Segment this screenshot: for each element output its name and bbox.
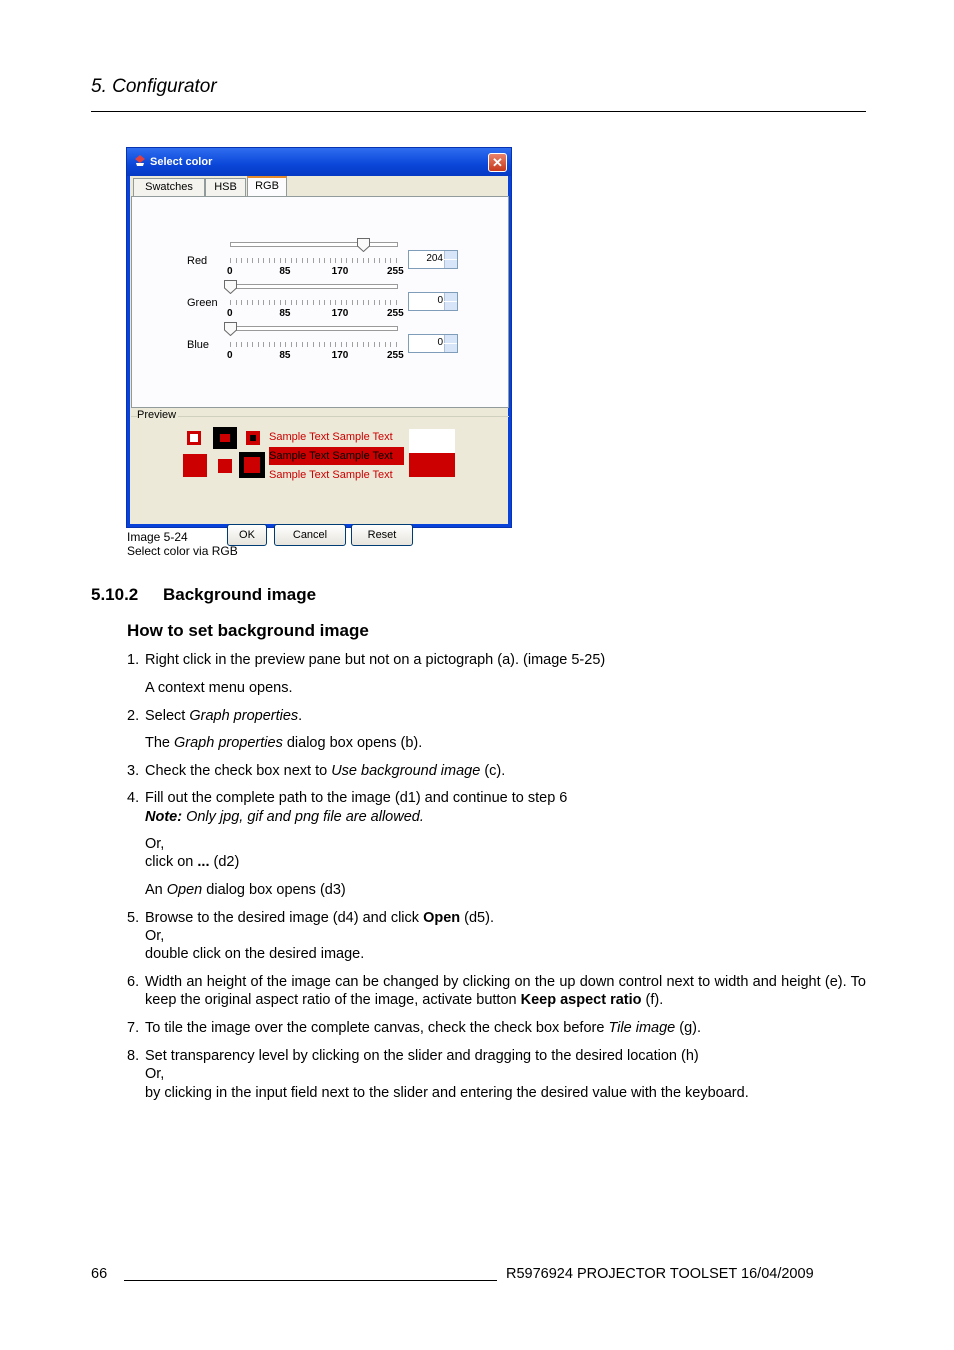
slider-tick	[307, 258, 308, 263]
spinner-down-icon[interactable]	[444, 302, 457, 310]
red-label: Red	[187, 255, 208, 267]
slider-tick	[241, 342, 242, 347]
step-result: A context menu opens.	[145, 680, 293, 696]
slider-tick	[374, 300, 375, 305]
slider-tick	[296, 300, 297, 305]
slider-tick	[379, 300, 380, 305]
slider-tick	[291, 258, 292, 263]
slider-tick	[258, 300, 259, 305]
step-number: 5.	[127, 910, 140, 926]
slider-tick	[385, 342, 386, 347]
slider-tick	[285, 342, 286, 347]
blue-value: 0	[437, 337, 443, 348]
step-result: An Open dialog box opens (d3)	[145, 882, 346, 898]
red-slider-ticks	[230, 258, 396, 264]
blue-tick-label: 85	[279, 350, 291, 361]
dialog-title: Select color	[150, 156, 213, 168]
slider-tick	[258, 258, 259, 263]
slider-tick	[280, 342, 281, 347]
java-cup-icon	[133, 154, 147, 167]
step-text: Width an height of the image can be changed by clicking on the up down control next to width and height (e). To keep the original aspect ratio of the image, activate button Keep aspect ratio (f).	[145, 974, 866, 1008]
blue-tick-label: 170	[331, 350, 349, 361]
red-tick-label: 85	[279, 266, 291, 277]
slider-tick	[324, 300, 325, 305]
spinner-down-icon[interactable]	[444, 260, 457, 268]
slider-tick	[313, 342, 314, 347]
blue-slider-ticks	[230, 342, 396, 348]
slider-tick	[319, 258, 320, 263]
preview-swatch	[213, 427, 237, 449]
slider-tick	[396, 258, 397, 263]
blue-slider-thumb[interactable]	[224, 322, 237, 336]
green-tick-label: 0	[227, 308, 233, 319]
step-text: Set transparency level by clicking on the slider and dragging to the desired location (h)	[145, 1048, 699, 1064]
slider-tick	[324, 258, 325, 263]
slider-tick	[385, 300, 386, 305]
slider-tick	[313, 258, 314, 263]
slider-tick	[274, 342, 275, 347]
slider-tick	[241, 300, 242, 305]
step-number: 1.	[127, 652, 140, 668]
preview-swatch	[239, 452, 265, 478]
step-text: Select Graph properties.	[145, 708, 303, 724]
slider-tick	[280, 258, 281, 263]
slider-tick	[335, 258, 336, 263]
slider-tick	[390, 258, 391, 263]
slider-tick	[236, 258, 237, 263]
reset-button[interactable]: Reset	[351, 524, 413, 546]
slider-tick	[274, 258, 275, 263]
slider-tick	[357, 342, 358, 347]
step-number: 3.	[127, 763, 140, 779]
green-tick-label: 85	[279, 308, 291, 319]
preview-sample-text: Sample Text Sample Text	[269, 447, 404, 465]
red-tick-label: 255	[387, 266, 404, 277]
page-number: 66	[91, 1266, 108, 1282]
red-tick-label: 0	[227, 266, 233, 277]
slider-tick	[368, 300, 369, 305]
step-alternative: Or,	[145, 836, 165, 852]
step-text: Fill out the complete path to the image (d1) and continue to step 6	[145, 790, 568, 806]
preview-swatch	[409, 429, 455, 453]
slider-tick	[335, 300, 336, 305]
slider-tick	[363, 300, 364, 305]
step-note: Note: Only jpg, gif and png file are allowed.	[145, 809, 424, 825]
blue-value-spinner[interactable]	[408, 334, 458, 353]
slider-tick	[247, 342, 248, 347]
chapter-header: 5. Configurator	[91, 76, 217, 97]
slider-tick	[263, 258, 264, 263]
slider-tick	[396, 342, 397, 347]
step-number: 4.	[127, 790, 140, 806]
preview-sample-text: Sample Text Sample Text	[269, 469, 393, 481]
slider-tick	[252, 300, 253, 305]
tab-hsb[interactable]: HSB	[205, 178, 246, 196]
slider-tick	[379, 258, 380, 263]
slider-tick	[241, 258, 242, 263]
dialog-title-bar[interactable]	[127, 148, 511, 176]
slider-tick	[330, 300, 331, 305]
slider-tick	[319, 300, 320, 305]
slider-tick	[330, 258, 331, 263]
slider-tick	[363, 258, 364, 263]
slider-tick	[263, 342, 264, 347]
slider-tick	[396, 300, 397, 305]
slider-tick	[258, 342, 259, 347]
slider-tick	[374, 342, 375, 347]
step-text: To tile the image over the complete canvas, check the check box before Tile image (g).	[145, 1020, 701, 1036]
slider-tick	[296, 258, 297, 263]
slider-tick	[357, 300, 358, 305]
green-tick-label: 170	[331, 308, 349, 319]
green-label: Green	[187, 297, 218, 309]
step-number: 2.	[127, 708, 140, 724]
slider-tick	[385, 258, 386, 263]
step-text: double click on the desired image.	[145, 946, 365, 962]
step-alternative: Or,	[145, 1066, 165, 1082]
slider-tick	[313, 300, 314, 305]
slider-tick	[230, 300, 231, 305]
slider-tick	[379, 342, 380, 347]
step-text: click on ... (d2)	[145, 854, 240, 870]
step-number: 6.	[127, 974, 140, 990]
slider-tick	[285, 258, 286, 263]
preview-label: Preview	[137, 409, 177, 421]
red-slider-thumb[interactable]	[357, 238, 370, 252]
blue-slider-track[interactable]	[230, 326, 398, 331]
close-icon[interactable]: ✕	[488, 153, 507, 172]
slider-tick	[319, 342, 320, 347]
slider-tick	[368, 258, 369, 263]
slider-tick	[390, 300, 391, 305]
blue-tick-label: 0	[227, 350, 233, 361]
spinner-down-icon[interactable]	[444, 344, 457, 352]
slider-tick	[274, 300, 275, 305]
blue-tick-label: 255	[387, 350, 404, 361]
preview-swatch	[409, 453, 455, 477]
green-tick-label: 255	[387, 308, 404, 319]
green-slider-track[interactable]	[230, 284, 398, 289]
step-text: Browse to the desired image (d4) and click Open (d5).	[145, 910, 494, 926]
slider-tick	[252, 258, 253, 263]
footer-doc-info: R5976924 PROJECTOR TOOLSET 16/04/2009	[506, 1266, 814, 1282]
slider-tick	[357, 258, 358, 263]
slider-tick	[330, 342, 331, 347]
slider-tick	[230, 258, 231, 263]
slider-tick	[291, 300, 292, 305]
slider-tick	[346, 342, 347, 347]
red-slider-track[interactable]	[230, 242, 398, 247]
slider-tick	[247, 300, 248, 305]
slider-tick	[302, 300, 303, 305]
slider-tick	[341, 258, 342, 263]
slider-tick	[341, 300, 342, 305]
slider-tick	[346, 258, 347, 263]
section-title: Background image	[163, 585, 317, 604]
step-text: by clicking in the input field next to the slider and entering the desired value with the keyboard.	[145, 1085, 749, 1101]
section-heading	[91, 585, 316, 605]
slider-tick	[363, 342, 364, 347]
slider-tick	[296, 342, 297, 347]
footer-rule	[124, 1280, 497, 1281]
red-tick-label: 170	[331, 266, 349, 277]
slider-tick	[230, 342, 231, 347]
step-alternative: Or,	[145, 928, 165, 944]
ok-button[interactable]: OK	[227, 524, 267, 546]
rgb-tab-pane	[131, 196, 509, 408]
green-value: 0	[437, 295, 443, 306]
preview-swatch	[246, 431, 260, 445]
spinner-up-icon[interactable]	[444, 335, 457, 343]
slider-tick	[341, 342, 342, 347]
procedure-title: How to set background image	[127, 621, 369, 640]
preview-border	[131, 416, 509, 417]
slider-tick	[307, 342, 308, 347]
slider-tick	[236, 300, 237, 305]
slider-tick	[352, 342, 353, 347]
red-value: 204	[426, 253, 443, 264]
slider-tick	[346, 300, 347, 305]
preview-swatch	[187, 431, 201, 445]
slider-tick	[252, 342, 253, 347]
slider-tick	[302, 342, 303, 347]
section-number: 5.10.2	[91, 585, 139, 604]
step-number: 7.	[127, 1020, 140, 1036]
slider-tick	[302, 258, 303, 263]
preview-swatch	[218, 459, 232, 473]
cancel-button[interactable]: Cancel	[274, 524, 346, 546]
slider-tick	[374, 258, 375, 263]
green-slider-ticks	[230, 300, 396, 306]
slider-tick	[285, 300, 286, 305]
slider-tick	[247, 258, 248, 263]
step-result: The Graph properties dialog box opens (b).	[145, 735, 423, 751]
header-rule	[91, 111, 866, 112]
image-number: Image 5-24	[127, 530, 188, 544]
step-text: Check the check box next to Use background image (c).	[145, 763, 506, 779]
image-caption: Select color via RGB	[127, 544, 238, 558]
spinner-up-icon[interactable]	[444, 293, 457, 301]
red-value-spinner[interactable]	[408, 250, 458, 269]
slider-tick	[269, 342, 270, 347]
step-number: 8.	[127, 1048, 140, 1064]
slider-tick	[390, 342, 391, 347]
slider-tick	[307, 300, 308, 305]
blue-label: Blue	[187, 339, 210, 351]
green-slider-thumb[interactable]	[224, 280, 237, 294]
slider-tick	[236, 342, 237, 347]
slider-tick	[368, 342, 369, 347]
spinner-up-icon[interactable]	[444, 251, 457, 259]
slider-tick	[269, 258, 270, 263]
step-text: Right click in the preview pane but not on a pictograph (a). (image 5-25)	[145, 652, 606, 668]
tab-rgb[interactable]: RGB	[247, 176, 287, 196]
slider-tick	[280, 300, 281, 305]
slider-tick	[269, 300, 270, 305]
slider-tick	[352, 300, 353, 305]
slider-tick	[263, 300, 264, 305]
slider-tick	[291, 342, 292, 347]
tab-swatches[interactable]: Swatches	[133, 178, 205, 196]
green-value-spinner[interactable]	[408, 292, 458, 311]
slider-tick	[324, 342, 325, 347]
slider-tick	[335, 342, 336, 347]
preview-sample-text: Sample Text Sample Text	[269, 431, 393, 443]
preview-swatch	[183, 454, 207, 477]
slider-tick	[352, 258, 353, 263]
